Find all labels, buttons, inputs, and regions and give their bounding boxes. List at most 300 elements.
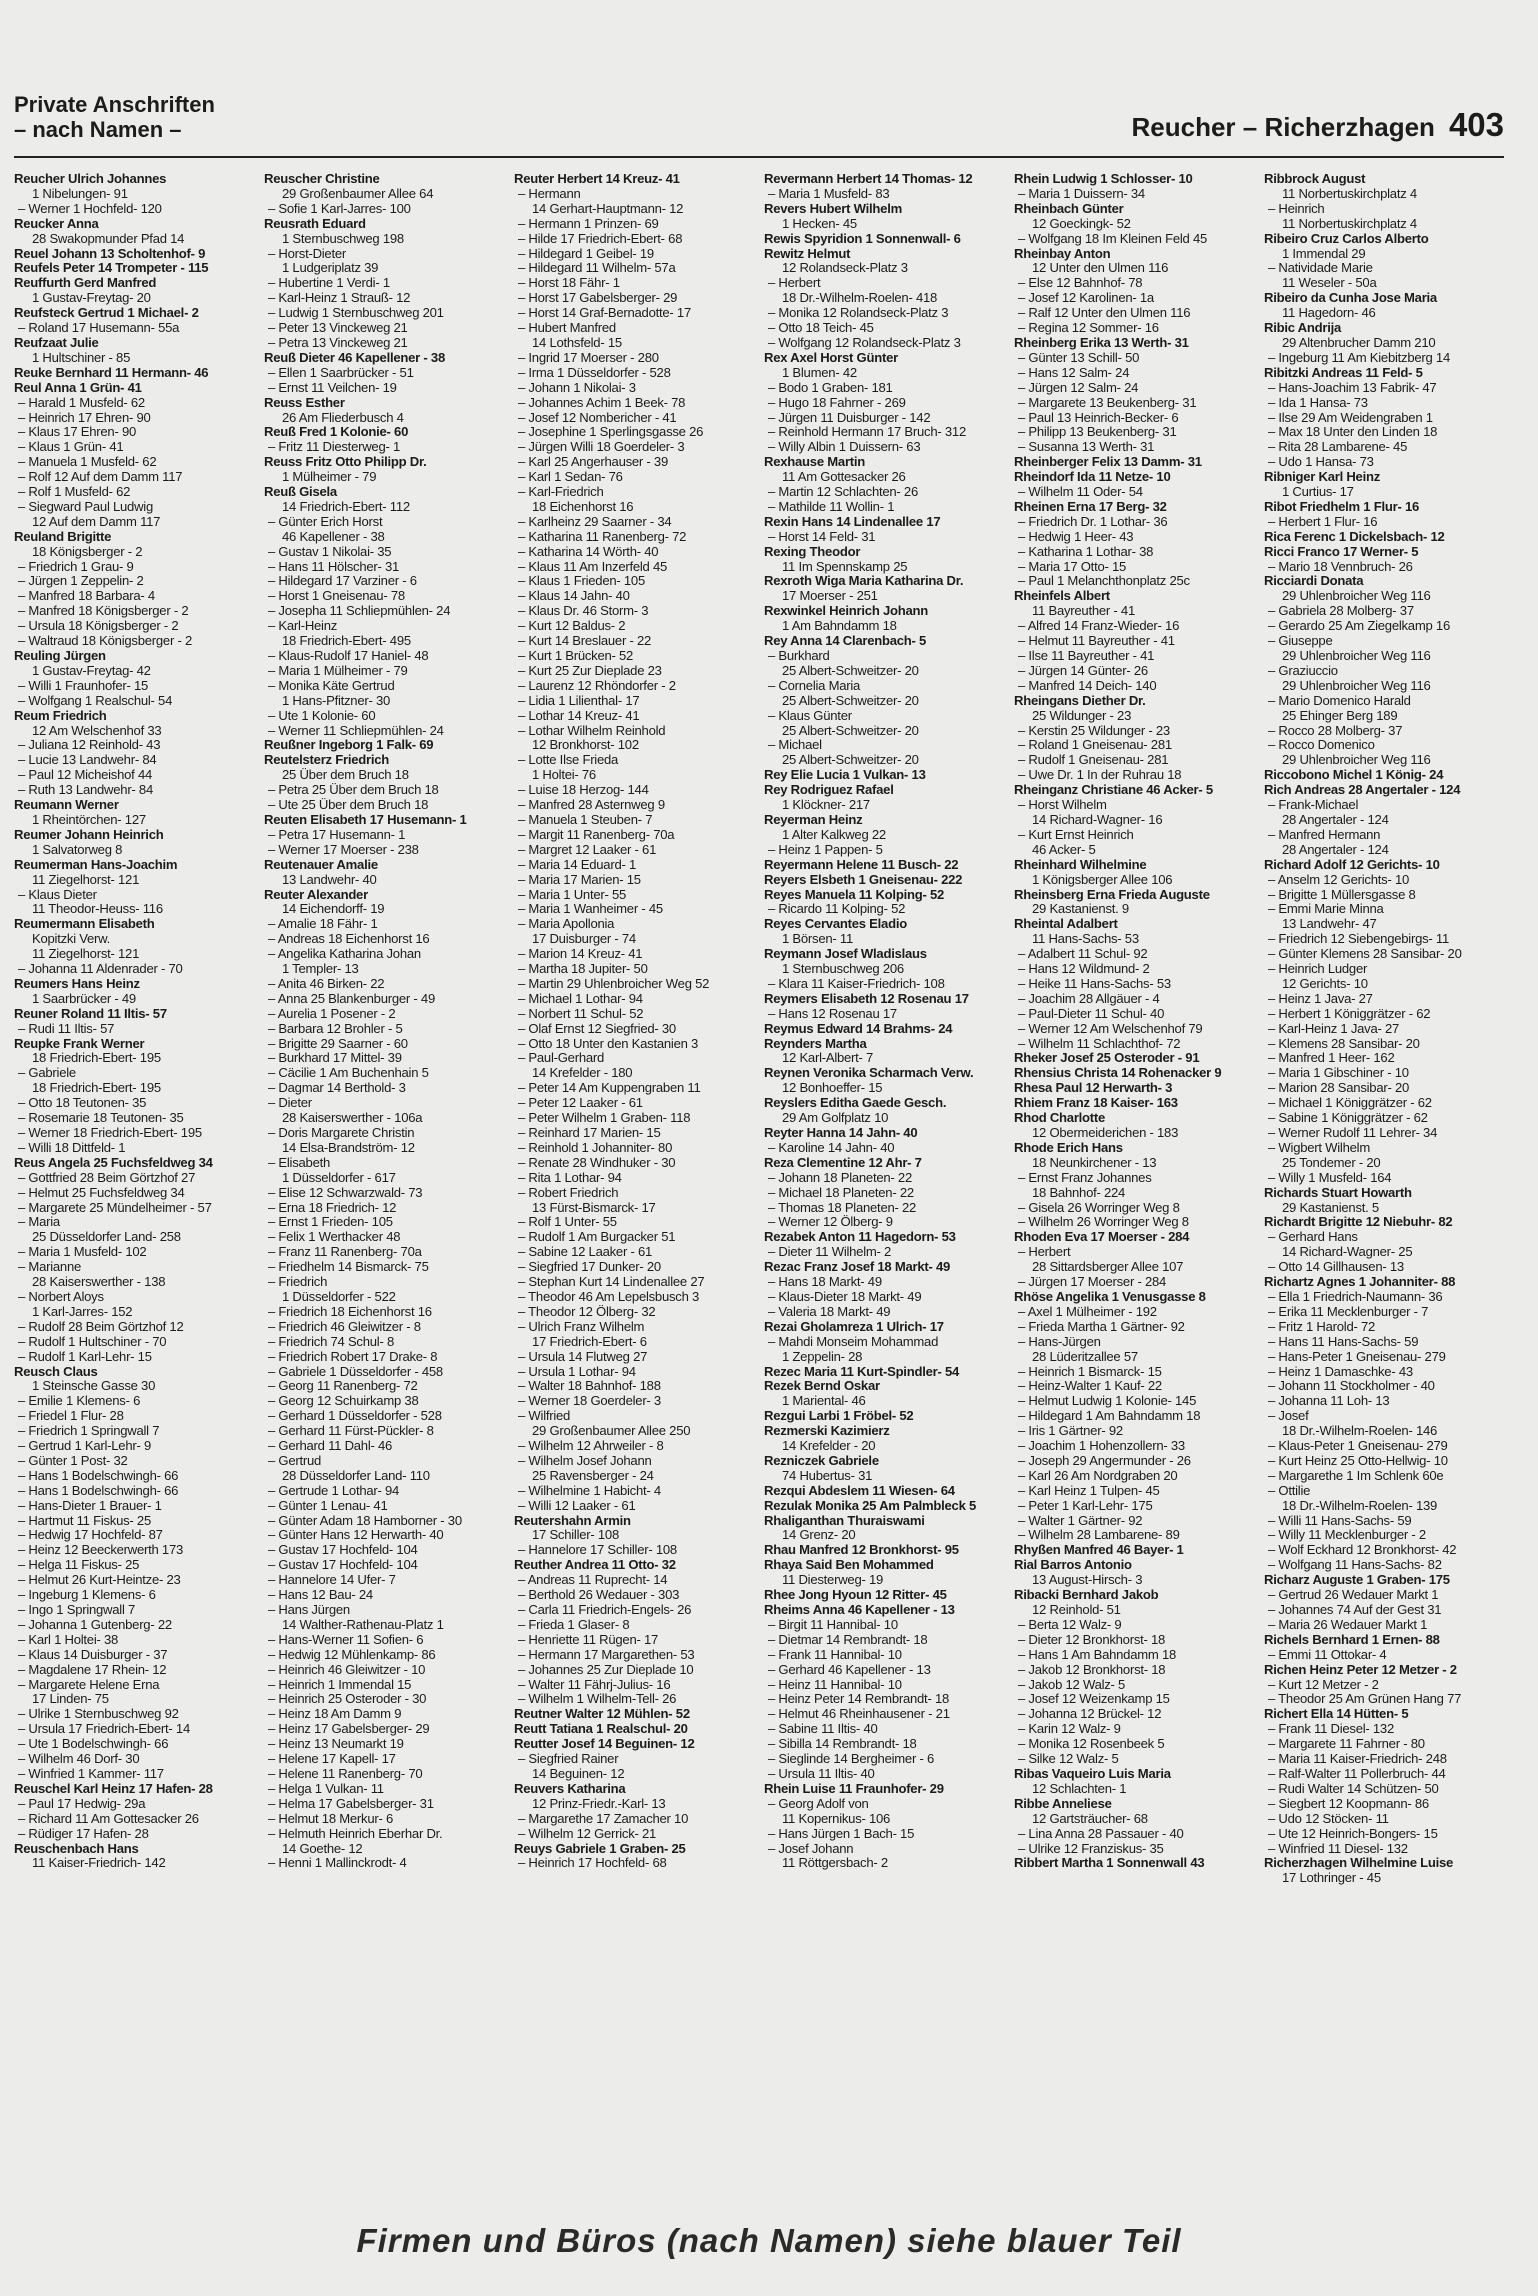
directory-entry-line: – Gerhard 11 Dahl- 46 <box>268 1439 393 1454</box>
directory-entry-line: – Graziuccio <box>1268 663 1338 678</box>
directory-entry-line: 1 Königsberger Allee 106 <box>1032 872 1173 887</box>
directory-entry-line: 29 Kastanienst. 9 <box>1032 902 1129 917</box>
directory-entry-line: – Willi 18 Dittfeld- 1 <box>18 1140 126 1155</box>
directory-entry-line: – Emmi 11 Ottokar- 4 <box>1268 1647 1387 1662</box>
directory-entry-line: – Willi 11 Hans-Sachs- 59 <box>1268 1513 1412 1528</box>
directory-entry-line: 14 Walther-Rathenau-Platz 1 <box>282 1617 444 1632</box>
directory-entry-line: – Helmut Ludwig 1 Kolonie- 145 <box>1018 1394 1197 1409</box>
directory-entry-line: 1 Sternbuschweg 206 <box>782 962 904 977</box>
directory-entry-line: 1 Mariental- 46 <box>782 1394 866 1409</box>
directory-entry-line: – Norbert 11 Schul- 52 <box>518 1006 644 1021</box>
directory-entry-line: – Lucie 13 Landwehr- 84 <box>18 753 157 768</box>
directory-entry-line: – Helmuth Heinrich Eberhar Dr. <box>268 1826 443 1841</box>
directory-entry-line: – Hildegard 17 Varziner - 6 <box>268 574 417 589</box>
directory-entry-heading: Richen Heinz Peter 12 Metzer - 2 <box>1264 1662 1457 1677</box>
directory-entry-line: – Horst 17 Gabelsberger- 29 <box>518 291 678 306</box>
directory-entry-line: – Ludwig 1 Sternbuschweg 201 <box>268 306 444 321</box>
directory-entry-heading: Rhensius Christa 14 Rohenacker 9 <box>1014 1066 1222 1081</box>
directory-entry-line: – Frieda Martha 1 Gärtner- 92 <box>1018 1319 1185 1334</box>
directory-entry-heading: Richert Ella 14 Hütten- 5 <box>1264 1707 1409 1722</box>
directory-entry-line: – Gertrud 26 Wedauer Markt 1 <box>1268 1588 1439 1603</box>
directory-entry-line: – Margret 12 Laaker - 61 <box>518 842 657 857</box>
directory-entry-line: – Else 12 Bahnhof- 78 <box>1018 276 1143 291</box>
directory-entry-line: 1 Hans-Pfitzner- 30 <box>282 693 391 708</box>
directory-entry-line: – Martin 12 Schlachten- 26 <box>768 485 918 500</box>
directory-entry-line: – Helmut 25 Fuchsfeldweg 34 <box>18 1185 185 1200</box>
directory-entry-line: – Dietmar 14 Rembrandt- 18 <box>768 1632 928 1647</box>
directory-entry-line: – Hans 1 Bodelschwingh- 66 <box>18 1483 179 1498</box>
directory-entry-line: – Ingrid 17 Moerser - 280 <box>518 350 659 365</box>
directory-entry-line: – Günter 1 Post- 32 <box>18 1453 128 1468</box>
directory-entry-line: – Amalie 18 Fähr- 1 <box>268 917 378 932</box>
directory-entry-heading: Ribic Andrija <box>1264 321 1342 336</box>
directory-entry-line: – Margarethe 1 Im Schlenk 60e <box>1268 1468 1444 1483</box>
directory-entry-line: – Siegfried Rainer <box>518 1752 619 1767</box>
directory-entry-line: – Ursula 1 Lothar- 94 <box>518 1364 636 1379</box>
directory-entry-heading: Reyter Hanna 14 Jahn- 40 <box>764 1126 918 1140</box>
directory-entry-line: – Aurelia 1 Posener - 2 <box>268 1006 396 1021</box>
directory-entry-line: – Laurenz 12 Rhöndorfer - 2 <box>518 678 676 693</box>
directory-entry-line: – Udo 1 Hansa- 73 <box>1268 455 1374 470</box>
directory-entry-line: – Ute 1 Bodelschwingh- 66 <box>18 1737 169 1752</box>
directory-entry-line: – Gerhard 1 Düsseldorfer - 528 <box>268 1409 442 1424</box>
directory-entry-line: – Franz 11 Ranenberg- 70a <box>268 1245 422 1260</box>
directory-entry-line: 18 Bahnhof- 224 <box>1032 1185 1126 1200</box>
directory-entry-heading: Reuss Fritz Otto Philipp Dr. <box>264 455 427 470</box>
directory-entry-line: – Herbert <box>768 276 821 291</box>
directory-entry-line: – Kurt 12 Metzer - 2 <box>1268 1677 1379 1692</box>
directory-entry-line: – Gertrude 1 Lothar- 94 <box>268 1483 400 1498</box>
directory-entry-line: – Gabriela 28 Molberg- 37 <box>1268 604 1414 619</box>
directory-entry-line: – Wolfgang 11 Hans-Sachs- 82 <box>1268 1558 1442 1573</box>
directory-entry-line: 25 Albert-Schweitzer- 20 <box>782 723 919 738</box>
directory-entry-heading: Rheinberger Felix 13 Damm- 31 <box>1014 455 1202 470</box>
directory-entry-line: – Ursula 18 Königsberger - 2 <box>18 619 179 634</box>
directory-entry-line: – Elisabeth <box>268 1155 331 1170</box>
directory-entry-line: – Günter Erich Horst <box>268 514 383 529</box>
directory-entry-line: – Otto 18 Teutonen- 35 <box>18 1096 147 1111</box>
directory-entry-line: – Maria 17 Otto- 15 <box>1018 559 1127 574</box>
directory-entry-line: 18 Dr.-Wilhelm-Roelen- 139 <box>1282 1498 1438 1513</box>
directory-entry-line: – Sofie 1 Karl-Jarres- 100 <box>268 201 411 216</box>
directory-entry-line: – Erna 18 Friedrich- 12 <box>268 1200 397 1215</box>
directory-entry-line: – Mathilde 11 Wollin- 1 <box>768 499 895 514</box>
directory-entry-line: 25 Ehinger Berg 189 <box>1282 708 1398 723</box>
directory-entry-line: – Ida 1 Hansa- 73 <box>1268 395 1368 410</box>
directory-entry-line: 12 Bonhoeffer- 15 <box>782 1081 883 1096</box>
directory-entry-line: – Wilhelm 12 Gerrick- 21 <box>518 1826 657 1841</box>
directory-entry-heading: Ribniger Karl Heinz <box>1264 470 1381 485</box>
directory-entry-line: 25 Tondemer - 20 <box>1282 1155 1381 1170</box>
directory-entry-line: – Fritz 11 Diesterweg- 1 <box>268 440 401 455</box>
directory-entry-line: 11 Am Gottesacker 26 <box>782 470 906 485</box>
directory-entry-line: – Klaus 17 Ehren- 90 <box>18 425 137 440</box>
directory-entry-line: – Anselm 12 Gerichts- 10 <box>1268 872 1410 887</box>
directory-entry-line: – Hans 1 Bodelschwingh- 66 <box>18 1468 179 1483</box>
directory-entry-line: – Gertrud <box>268 1453 322 1468</box>
directory-entry-line: 28 Angertaler - 124 <box>1282 812 1389 827</box>
directory-entry-line: – Otto 18 Unter den Kastanien 3 <box>518 1036 699 1051</box>
directory-entry-line: – Friedrich Dr. 1 Lothar- 36 <box>1018 514 1168 529</box>
directory-entry-line: – Mario 18 Vennbruch- 26 <box>1268 559 1413 574</box>
directory-entry-line: 11 Weseler - 50a <box>1282 276 1377 291</box>
directory-entry-heading: Reuvers Katharina <box>514 1781 626 1796</box>
directory-entry-line: – Friedrich 1 Springwall 7 <box>18 1424 160 1439</box>
directory-entry-line: 18 Dr.-Wilhelm-Roelen- 146 <box>1282 1424 1438 1439</box>
directory-entry-heading: Reyes Manuela 11 Kolping- 52 <box>764 887 945 902</box>
directory-entry-line: – Petra 17 Husemann- 1 <box>268 827 406 842</box>
directory-entry-line: – Birgit 11 Hannibal- 10 <box>768 1617 898 1632</box>
directory-entry-heading: Rexwinkel Heinrich Johann <box>764 604 929 619</box>
directory-entry-line: – Dieter 12 Bronkhorst- 18 <box>1018 1632 1166 1647</box>
directory-entry-line: – Theodor 46 Am Lepelsbusch 3 <box>518 1289 700 1304</box>
directory-entry-line: – Peter 13 Vinckeweg 21 <box>268 321 408 336</box>
directory-entry-line: 25 Albert-Schweitzer- 20 <box>782 753 919 768</box>
directory-entry-line: – Manfred 14 Deich- 140 <box>1018 678 1157 693</box>
directory-entry-heading: Rhod Charlotte <box>1014 1111 1106 1126</box>
directory-entry-line: 1 Curtius- 17 <box>1282 485 1354 500</box>
directory-entry-line: – Heinrich 1 Bismarck- 15 <box>1018 1364 1162 1379</box>
directory-entry-line: 13 Landwehr- 40 <box>282 872 377 887</box>
directory-entry-line: – Henni 1 Mallinckrodt- 4 <box>268 1856 407 1871</box>
directory-entry-line: 14 Elsa-Brandström- 12 <box>282 1140 415 1155</box>
directory-entry-heading: Reuß Gisela <box>264 485 337 500</box>
directory-entry-line: – Ellen 1 Saarbrücker - 51 <box>268 365 414 380</box>
directory-entry-heading: Rhee Jong Hyoun 12 Ritter- 45 <box>764 1588 947 1603</box>
directory-entry-line: – Kurt 12 Baldus- 2 <box>518 619 626 634</box>
directory-entry-heading: Rey Anna 14 Clarenbach- 5 <box>764 634 927 649</box>
directory-entry-heading: Reuß Dieter 46 Kapellener - 38 <box>264 350 445 365</box>
directory-entry-line: – Brigitte 1 Müllersgasse 8 <box>1268 887 1416 902</box>
directory-entry-line: – Hildegard 11 Wilhelm- 57a <box>518 261 676 276</box>
directory-entry-line: – Heinrich 25 Osteroder - 30 <box>268 1692 427 1707</box>
directory-entry-line: – Alfred 14 Franz-Wieder- 16 <box>1018 619 1180 634</box>
directory-entry-line: – Burkhard <box>768 649 830 663</box>
directory-entry-line: 12 Unter den Ulmen 116 <box>1032 261 1169 276</box>
directory-entry-line: 29 Uhlenbroicher Weg 116 <box>1282 649 1431 663</box>
directory-entry-heading: Reuschenbach Hans <box>14 1841 139 1856</box>
directory-entry-line: 1 Düsseldorfer - 522 <box>282 1289 396 1304</box>
directory-entry-line: 1 Gustav-Freytag- 20 <box>32 291 151 306</box>
directory-entry-line: – Roland 1 Gneisenau- 281 <box>1018 738 1172 753</box>
directory-entry-line: – Axel 1 Mülheimer - 192 <box>1018 1304 1157 1319</box>
directory-entry-line: – Karl 1 Holtei- 38 <box>18 1632 119 1647</box>
directory-entry-line: – Johanna 12 Brückel- 12 <box>1018 1707 1162 1722</box>
directory-entry-heading: Rheinen Erna 17 Berg- 32 <box>1014 499 1167 514</box>
directory-entry-line: – Werner 17 Moerser - 238 <box>268 842 419 857</box>
directory-entry-heading: Rewis Spyridion 1 Sonnenwall- 6 <box>764 231 961 246</box>
directory-entry-line: – Margarete 25 Mündelheimer - 57 <box>18 1200 212 1215</box>
directory-entry-line: – Winfried 11 Diesel- 132 <box>1268 1841 1408 1856</box>
directory-entry-line: – Gerhard 46 Kapellener - 13 <box>768 1662 931 1677</box>
directory-entry-line: 11 Bayreuther - 41 <box>1032 604 1135 619</box>
directory-entry-line: – Paul 13 Heinrich-Becker- 6 <box>1018 410 1179 425</box>
directory-entry-line: – Marion 14 Kreuz- 41 <box>518 947 643 962</box>
directory-entry-line: – Heinz 1 Damaschke- 43 <box>1268 1364 1413 1379</box>
directory-entry-line: 28 Sittardsberger Allee 107 <box>1032 1260 1184 1275</box>
directory-entry-line: 1 Börsen- 11 <box>782 932 853 947</box>
directory-entry-heading: Reyerman Heinz <box>764 812 863 827</box>
directory-entry-line: – Olaf Ernst 12 Siegfried- 30 <box>518 1021 676 1036</box>
directory-entry-heading: Riccobono Michel 1 König- 24 <box>1264 768 1444 783</box>
directory-entry-heading: Reyermann Helene 11 Busch- 22 <box>764 857 959 872</box>
directory-entry-line: – Cäcilie 1 Am Buchenhain 5 <box>268 1066 429 1081</box>
directory-entry-line: – Andreas 18 Eichenhorst 16 <box>268 932 430 947</box>
directory-entry-line: – Klaus-Peter 1 Gneisenau- 279 <box>1268 1439 1448 1454</box>
directory-entry-heading: Reuten Elisabeth 17 Husemann- 1 <box>264 812 467 827</box>
directory-entry-heading: Rewitz Helmut <box>764 246 851 261</box>
directory-entry-heading: Reupke Frank Werner <box>14 1036 145 1051</box>
directory-entry-line: – Klemens 28 Sansibar- 20 <box>1268 1036 1420 1051</box>
directory-entry-heading: Reuner Roland 11 Iltis- 57 <box>14 1006 167 1021</box>
directory-entry-line: 17 Duisburger - 74 <box>532 932 636 947</box>
directory-entry-line: 14 Friedrich-Ebert- 112 <box>282 499 410 514</box>
directory-entry-line: – Gisela 26 Worringer Weg 8 <box>1018 1200 1180 1215</box>
directory-entry-line: – Paul 1 Melanchthonplatz 25c <box>1018 574 1190 589</box>
directory-entry-heading: Ribitzki Andreas 11 Feld- 5 <box>1264 365 1423 380</box>
directory-entry-heading: Reufzaat Julie <box>14 335 99 350</box>
directory-entry-line: – Jürgen Willi 18 Goerdeler- 3 <box>518 440 685 455</box>
directory-entry-heading: Revers Hubert Wilhelm <box>764 201 902 216</box>
directory-column-4 <box>764 172 1004 2206</box>
directory-entry-line: – Gustav 17 Hochfeld- 104 <box>268 1543 418 1558</box>
directory-entry-line: – Klaus 14 Jahn- 40 <box>518 589 630 604</box>
directory-entry-line: 29 Altenbrucher Damm 210 <box>1282 335 1436 350</box>
directory-entry-line: 14 Eichendorff- 19 <box>282 902 385 917</box>
directory-entry-line: – Wilhelm 11 Schlachthof- 72 <box>1018 1036 1181 1051</box>
directory-entry-heading: Richards Stuart Howarth <box>1264 1185 1412 1200</box>
directory-entry-heading: Rica Ferenc 1 Dickelsbach- 12 <box>1264 529 1445 544</box>
directory-entry-line: – Günter 1 Lenau- 41 <box>268 1498 388 1513</box>
directory-entry-line: – Jakob 12 Bronkhorst- 18 <box>1018 1662 1166 1677</box>
directory-entry-line: – Hannelore 14 Ufer- 7 <box>268 1573 396 1588</box>
directory-entry-line: – Gustav 1 Nikolai- 35 <box>268 544 392 559</box>
directory-entry-line: – Klaus Günter <box>768 708 852 723</box>
header-rule <box>14 156 1504 158</box>
directory-entry-line: – Maria Apollonia <box>518 917 615 932</box>
directory-entry-line: – Willy 1 Musfeld- 164 <box>1268 1170 1392 1185</box>
directory-entry-heading: Ribbrock August <box>1264 172 1366 186</box>
directory-entry-line: – Kurt 1 Brücken- 52 <box>518 649 634 663</box>
directory-entry-line: – Hubert Manfred <box>518 321 616 336</box>
directory-entry-line: – Sabine 1 Königgrätzer - 62 <box>1268 1111 1428 1126</box>
directory-entry-line: – Ernst Franz Johannes <box>1018 1170 1152 1185</box>
directory-entry-line: – Werner Rudolf 11 Lehrer- 34 <box>1268 1126 1438 1140</box>
directory-entry-line: – Heike 11 Hans-Sachs- 53 <box>1018 976 1171 991</box>
directory-entry-line: – Sabine 11 Iltis- 40 <box>768 1722 878 1737</box>
directory-entry-line: – Marianne <box>18 1260 82 1275</box>
directory-entry-line: – Magdalene 17 Rhein- 12 <box>18 1662 167 1677</box>
directory-entry-line: – Maria <box>18 1215 60 1230</box>
directory-entry-line: – Martha 18 Jupiter- 50 <box>518 962 648 977</box>
directory-entry-line: – Friedrich 74 Schul- 8 <box>268 1334 394 1349</box>
directory-entry-line: Kopitzki Verw. <box>32 932 111 947</box>
directory-entry-line: 1 Holtei- 76 <box>532 768 596 783</box>
directory-entry-line: – Regina 12 Sommer- 16 <box>1018 321 1159 336</box>
directory-entry-line: 13 Landwehr- 47 <box>1282 917 1377 932</box>
directory-entry-heading: Rhesa Paul 12 Herwarth- 3 <box>1014 1081 1173 1096</box>
directory-entry-line: 28 Düsseldorfer Land- 110 <box>282 1468 430 1483</box>
directory-entry-line: 1 Salvatorweg 8 <box>32 842 123 857</box>
directory-entry-heading: Reymann Josef Wladislaus <box>764 947 927 962</box>
directory-entry-heading: Reumer Johann Heinrich <box>14 827 164 842</box>
directory-entry-line: 1 Gustav-Freytag- 42 <box>32 663 151 678</box>
directory-entry-line: – Joachim 1 Hohenzollern- 33 <box>1018 1439 1185 1454</box>
directory-entry-line: – Willy Albin 1 Duissern- 63 <box>768 440 921 455</box>
directory-entry-line: – Emilie 1 Klemens- 6 <box>18 1394 141 1409</box>
directory-entry-heading: Reußner Ingeborg 1 Falk- 69 <box>264 738 434 753</box>
directory-entry-line: – Wilhelm 12 Ahrweiler - 8 <box>518 1439 664 1454</box>
directory-entry-line: – Helene 11 Ranenberg- 70 <box>268 1766 423 1781</box>
directory-entry-line: – Hedwig 12 Mühlenkamp- 86 <box>268 1647 436 1662</box>
directory-entry-line: – Angelika Katharina Johan <box>268 947 421 962</box>
directory-entry-line: – Irma 1 Düsseldorfer - 528 <box>518 365 671 380</box>
directory-entry-line: – Heinz-Walter 1 Kauf- 22 <box>1018 1379 1162 1394</box>
directory-entry-heading: Reynders Martha <box>764 1036 867 1051</box>
directory-entry-line: 12 Am Welschenhof 33 <box>32 723 162 738</box>
directory-entry-heading: Rhein Ludwig 1 Schlosser- 10 <box>1014 172 1193 186</box>
directory-entry-heading: Rheindorf Ida 11 Netze- 10 <box>1014 470 1171 485</box>
directory-entry-line: – Michael <box>768 738 822 753</box>
directory-entry-line: 1 Alter Kalkweg 22 <box>782 827 886 842</box>
directory-entry-line: – Siegward Paul Ludwig <box>18 499 153 514</box>
directory-entry-line: – Heinz 13 Neumarkt 19 <box>268 1737 404 1752</box>
directory-entry-heading: Reza Clementine 12 Ahr- 7 <box>764 1155 922 1170</box>
directory-entry-line: – Josef 12 Nombericher - 41 <box>518 410 677 425</box>
directory-entry-line: 1 Steinsche Gasse 30 <box>32 1379 156 1394</box>
directory-entry-line: – Ursula 17 Friedrich-Ebert- 14 <box>18 1722 190 1737</box>
directory-entry-line: – Fritz 1 Harold- 72 <box>1268 1319 1376 1334</box>
directory-entry-line: – Otto 18 Teich- 45 <box>768 321 874 336</box>
directory-entry-line: – Hubertine 1 Verdi- 1 <box>268 276 390 291</box>
directory-entry-line: – Maria 26 Wedauer Markt 1 <box>1268 1617 1428 1632</box>
directory-entry-heading: Rich Andreas 28 Angertaler - 124 <box>1264 783 1461 798</box>
directory-entry-line: 12 Auf dem Damm 117 <box>32 514 161 529</box>
directory-entry-line: – Ernst 11 Veilchen- 19 <box>268 380 397 395</box>
directory-entry-line: 1 Hecken- 45 <box>782 216 857 231</box>
directory-entry-line: – Joachim 28 Allgäuer - 4 <box>1018 991 1160 1006</box>
directory-entry-line: – Natividade Marie <box>1268 261 1373 276</box>
directory-entry-line: – Jürgen 17 Moerser - 284 <box>1018 1275 1167 1290</box>
directory-entry-line: – Berta 12 Walz- 9 <box>1018 1617 1122 1632</box>
directory-entry-line: – Siegbert 12 Koopmann- 86 <box>1268 1796 1429 1811</box>
directory-entry-line: – Paul-Dieter 11 Schul- 40 <box>1018 1006 1165 1021</box>
directory-entry-heading: Reum Friedrich <box>14 708 107 723</box>
directory-entry-line: – Rudi 11 Iltis- 57 <box>18 1021 115 1036</box>
directory-entry-line: – Sibilla 14 Rembrandt- 18 <box>768 1737 917 1752</box>
directory-entry-line: – Katharina 1 Lothar- 38 <box>1018 544 1154 559</box>
directory-entry-line: – Susanna 13 Werth- 31 <box>1018 440 1155 455</box>
directory-entry-line: 46 Kapellener - 38 <box>282 529 385 544</box>
directory-entry-line: – Rudolf 1 Karl-Lehr- 15 <box>18 1349 152 1364</box>
directory-entry-line: – Ulrich Franz Wilhelm <box>518 1319 645 1334</box>
directory-entry-line: 1 Templer- 13 <box>282 962 359 977</box>
directory-entry-line: – Herbert <box>1018 1245 1071 1260</box>
directory-entry-line: – Heinrich 1 Immendal 15 <box>268 1677 412 1692</box>
directory-entry-line: – Horst 14 Graf-Bernadotte- 17 <box>518 306 691 321</box>
directory-entry-line: – Bodo 1 Graben- 181 <box>768 380 893 395</box>
directory-entry-line: – Klaus 1 Grün- 41 <box>18 440 124 455</box>
directory-entry-line: – Karl 26 Am Nordgraben 20 <box>1018 1468 1178 1483</box>
directory-entry-line: – Hans-Dieter 1 Brauer- 1 <box>18 1498 162 1513</box>
directory-entry-line: – Ulrike 1 Sternbuschweg 92 <box>18 1707 179 1722</box>
section-title-line1: Private Anschriften <box>14 92 215 117</box>
directory-entry-line: – Reinhard 17 Marien- 15 <box>518 1126 661 1140</box>
directory-column-5 <box>1014 172 1254 2206</box>
directory-entry-line: 12 Gerichts- 10 <box>1282 976 1368 991</box>
directory-entry-line: – Willy 11 Mecklenburger - 2 <box>1268 1528 1426 1543</box>
directory-entry-heading: Ricciardi Donata <box>1264 574 1364 589</box>
directory-entry-line: – Rudolf 1 Am Burgacker 51 <box>518 1230 676 1245</box>
directory-entry-line: – Georg Adolf von <box>768 1796 869 1811</box>
directory-entry-line: – Emmi Marie Minna <box>1268 902 1384 917</box>
directory-entry-line: – Klaus 14 Duisburger - 37 <box>18 1647 168 1662</box>
directory-entry-heading: Rezulak Monika 25 Am Palmbleck 5 <box>764 1498 977 1513</box>
directory-entry-heading: Rheims Anna 46 Kapellener - 13 <box>764 1603 955 1617</box>
directory-entry-heading: Rhyßen Manfred 46 Bayer- 1 <box>1014 1543 1184 1558</box>
directory-entry-line: – Giuseppe <box>1268 634 1333 649</box>
directory-entry-line: – Josef 12 Weizenkamp 15 <box>1018 1692 1170 1707</box>
directory-entry-line: – Kurt 25 Zur Dieplade 23 <box>518 663 662 678</box>
directory-entry-line: – Theodor 25 Am Grünen Hang 77 <box>1268 1692 1462 1707</box>
directory-entry-line: – Günter Hans 12 Herwarth- 40 <box>268 1528 444 1543</box>
directory-entry-line: – Hans Jürgen 1 Bach- 15 <box>768 1826 915 1841</box>
directory-entry-line: 12 Rolandseck-Platz 3 <box>782 261 908 276</box>
directory-entry-line: – Wolfgang 1 Realschul- 54 <box>18 693 173 708</box>
directory-entry-line: – Rocco 28 Molberg- 37 <box>1268 723 1403 738</box>
directory-entry-line: – Erika 11 Mecklenburger - 7 <box>1268 1304 1429 1319</box>
directory-entry-heading: Reumers Hans Heinz <box>14 976 140 991</box>
directory-entry-heading: Rexhause Martin <box>764 455 866 470</box>
directory-entry-line: 1 Blumen- 42 <box>782 365 857 380</box>
directory-entry-line: – Johann 11 Stockholmer - 40 <box>1268 1379 1435 1394</box>
directory-entry-line: 11 Norbertuskirchplatz 4 <box>1282 216 1417 231</box>
directory-entry-line: – Helma 17 Gabelsberger- 31 <box>268 1796 434 1811</box>
directory-entry-heading: Richarz Auguste 1 Graben- 175 <box>1264 1573 1450 1588</box>
directory-entry-line: – Mahdi Monseim Mohammad <box>768 1334 939 1349</box>
directory-entry-line: – Friedrich 18 Eichenhorst 16 <box>268 1304 432 1319</box>
directory-entry-line: 14 Goethe- 12 <box>282 1841 363 1856</box>
directory-entry-line: – Jürgen 14 Günter- 26 <box>1018 663 1148 678</box>
directory-entry-heading: Reufels Peter 14 Trompeter - 115 <box>14 261 209 276</box>
directory-entry-line: 1 Zeppelin- 28 <box>782 1349 863 1364</box>
directory-entry-line: 25 Albert-Schweitzer- 20 <box>782 693 919 708</box>
directory-entry-line: – Ursula 11 Iltis- 40 <box>768 1766 875 1781</box>
directory-entry-line: – Günter Klemens 28 Sansibar- 20 <box>1268 947 1462 962</box>
directory-entry-line: – Hans 18 Markt- 49 <box>768 1275 882 1290</box>
directory-entry-line: – Ralf 12 Unter den Ulmen 116 <box>1018 306 1191 321</box>
directory-entry-line: – Rudolf 1 Gneisenau- 281 <box>1018 753 1169 768</box>
directory-entry-line: – Wilhelm 28 Lambarene- 89 <box>1018 1528 1180 1543</box>
directory-entry-line: 14 Richard-Wagner- 16 <box>1032 812 1163 827</box>
directory-entry-line: – Renate 28 Windhuker - 30 <box>518 1155 676 1170</box>
directory-entry-line: 11 Theodor-Heuss- 116 <box>32 902 163 917</box>
directory-entry-line: – Lothar 14 Kreuz- 41 <box>518 708 640 723</box>
directory-entry-line: – Robert Friedrich <box>518 1185 619 1200</box>
directory-entry-line: – Jürgen 1 Zeppelin- 2 <box>18 574 144 589</box>
directory-entry-line: – Ilse 29 Am Weidengraben 1 <box>1268 410 1433 425</box>
directory-entry-line: – Paul 17 Hedwig- 29a <box>18 1796 146 1811</box>
directory-entry-heading: Rheinbach Günter <box>1014 201 1124 216</box>
directory-entry-line: – Manuela 1 Steuben- 7 <box>518 812 653 827</box>
directory-entry-line: 28 Angertaler - 124 <box>1282 842 1389 857</box>
directory-entry-heading: Reymers Elisabeth 12 Rosenau 17 <box>764 991 969 1006</box>
directory-entry-line: – Anna 25 Blankenburger - 49 <box>268 991 435 1006</box>
directory-entry-heading: Reyslers Editha Gaede Gesch. <box>764 1096 947 1111</box>
directory-entry-line: – Berthold 26 Wedauer - 303 <box>518 1588 680 1603</box>
directory-entry-line: – Frank 11 Diesel- 132 <box>1268 1722 1394 1737</box>
directory-entry-heading: Reyes Cervantes Eladio <box>764 917 907 932</box>
